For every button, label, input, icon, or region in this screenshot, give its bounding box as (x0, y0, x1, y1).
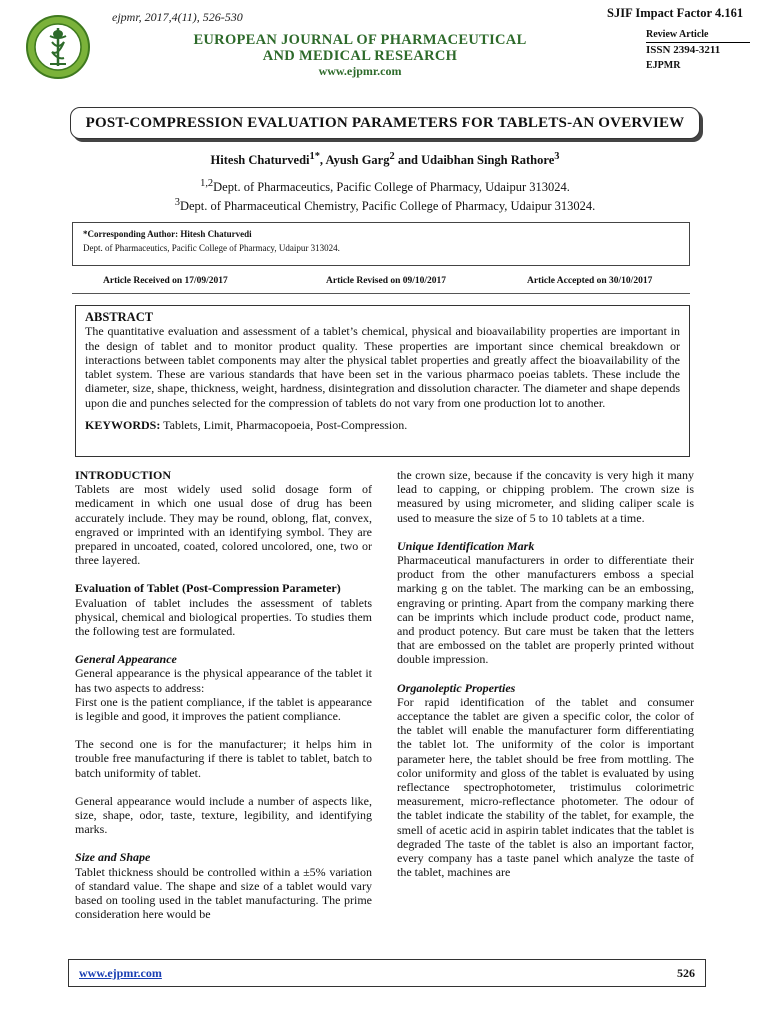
page-number: 526 (677, 965, 695, 980)
article-info-box (646, 27, 750, 73)
journal-url[interactable]: www.ejpmr.com (318, 64, 402, 78)
organoleptic-heading: Organoleptic Properties (397, 680, 516, 695)
corresponding-author-address: Dept. of Pharmaceutics, Pacific College of Pharmacy, Udaipur 313024. (83, 243, 340, 253)
introduction-text: Tablets are most widely used solid dosage form of medicament in which one usual dose of drug has been accurately include. They may be round, oblong, flat, convex, engraved or imprinted with an identifying symbol. They are prepared in uncoated, coated, colored uncolored, one, two or three layered. (75, 482, 372, 568)
size-shape-text: Tablet thickness should be controlled within a ±5% variation of standard value. The shape and size of a tablet would vary based on tooling used in the tablet manufacturing. The prime consideration here would be (75, 864, 372, 922)
author-2: , Ayush Garg (319, 153, 390, 168)
article-title: POST-COMPRESSION EVALUATION PARAMETERS FOR TABLETS-AN OVERVIEW (70, 107, 700, 139)
divider (72, 293, 690, 294)
abstract-text: The quantitative evaluation and assessment of a tablet’s chemical, physical and bioavailability properties are important in the design of tablet and to monitor product quality. These properties are important since chemical breakdown or interactions between tablet components may alter the physical tablet properties and greatly affect the bioavailability of the tablet system. These are various standards that have been set in the various pharmaco poeias tablets. These include the diameter, size, shape, thickness, weight, hardness, disintegration and dissolution character. The diameter and shape depends upon die and punches selected for the compression of tablets do not vary from one production lot to another. (85, 324, 680, 410)
author-list (100, 151, 670, 168)
article-type: Review Article (646, 27, 750, 43)
keywords-list: Tablets, Limit, Pharmacopoeia, Post-Compression. (160, 418, 408, 433)
page-footer (68, 959, 706, 987)
size-shape-heading: Size and Shape (75, 850, 151, 865)
affiliation-1-sup: 1,2 (200, 178, 214, 189)
author-1: Hitesh Chaturvedi (210, 153, 310, 168)
journal-title-line2: AND MEDICAL RESEARCH (262, 48, 458, 64)
keywords (85, 418, 680, 432)
author-3-sup: 3 (554, 151, 560, 162)
introduction-heading: INTRODUCTION (75, 468, 172, 482)
evaluation-text: Evaluation of tablet includes the assessment of tablets physical, chemical and biological properties. To studies them the following test are formulated. (75, 595, 372, 639)
affiliation-1: Dept. of Pharmaceutics, Pacific College of Pharmacy, Udaipur 313024. (213, 180, 570, 195)
general-appearance-text-1: General appearance is the physical appearance of the tablet it has two aspects to address: (75, 666, 372, 695)
date-received: Article Received on 17/09/2017 (103, 276, 228, 286)
evaluation-heading: Evaluation of Tablet (Post-Compression Parameter) (75, 581, 341, 596)
right-column (397, 468, 694, 879)
issn: ISSN 2394-3211 (646, 44, 721, 56)
unique-mark-heading: Unique Identification Mark (397, 538, 535, 553)
general-appearance-heading: General Appearance (75, 652, 177, 667)
impact-factor: SJIF Impact Factor 4.161 (607, 6, 744, 20)
date-accepted: Article Accepted on 30/10/2017 (527, 276, 653, 286)
size-shape-continued-text: the crown size, because if the concavity is very high it many lead to capping, or chipping problem. The crown size is measured by using micrometer, and sliding caliper scale is used to measure the size of 5 to 10 tablets at a time. (397, 468, 694, 525)
keywords-label: KEYWORDS: (85, 418, 161, 433)
corresponding-author-label: *Corresponding Author: Hitesh Chaturvedi (83, 229, 252, 239)
journal-logo-icon (10, 10, 90, 80)
footer-url[interactable]: www.ejpmr.com (79, 965, 162, 980)
affiliation-2-sup: 3 (174, 197, 180, 209)
date-revised: Article Revised on 09/10/2017 (326, 276, 447, 286)
affiliation-2: Dept. of Pharmaceutical Chemistry, Pacific College of Pharmacy, Udaipur 313024. (179, 199, 596, 214)
affiliations (100, 176, 670, 214)
abstract-box (75, 305, 690, 457)
author-3: and Udaibhan Singh Rathore (394, 153, 555, 168)
organoleptic-text: For rapid identification of the tablet and consumer acceptance the tablet are given a specific color, the color of the tablet will enable the manufacturer form differentiating the tablet lot. The uniformity of the color is important parameter here, the tablet should be free from mottling. The color uniformity and gloss of the tablet is evaluated by using reflectance spectrophotometer, tristimulus colorimetric measurement, micro-reflectance photometer. The odour of the tablet indicate the stability of the tablet, for example, the smell of acetic acid in aspirin tablet indicates that the tablet is degraded The taste of the tablet is also an important factor, every company has a taste panel which analyze the taste of the tablet, machines are (397, 694, 694, 880)
corresponding-author-box (72, 222, 690, 266)
unique-mark-text: Pharmaceutical manufacturers in order to differentiate their product from the other manufacturers emboss a special marking g on the tablet. The marking can be an embossing, engraving or printing. Apart from the company marking there can be imprints which include product code, product name, and product potency. But care must be taken that the letters that are embossed on the tablet are properly printed without double impression. (397, 553, 694, 667)
left-column (75, 468, 372, 921)
journal-abbr: EJPMR (646, 60, 681, 71)
author-2-sup: 2 (389, 151, 395, 162)
citation-line: ejpmr, 2017,4(11), 526-530 (112, 10, 243, 24)
general-appearance-text-4: General appearance would include a number of aspects like, size, shape, odor, taste, texture, legibility, and identifying marks. (75, 793, 372, 837)
author-1-sup: 1* (309, 151, 320, 162)
abstract-heading: ABSTRACT (85, 310, 154, 324)
journal-title-line1: EUROPEAN JOURNAL OF PHARMACEUTICAL (193, 32, 527, 48)
general-appearance-text-3: The second one is for the manufacturer; it helps him in trouble free manufacturing if there is tablet to tablet, batch to batch uniformity of tablet. (75, 737, 372, 780)
journal-title (150, 32, 570, 64)
general-appearance-text-2: First one is the patient compliance, if the tablet is appearance is legible and good, it improves the patient compliance. (75, 694, 372, 724)
